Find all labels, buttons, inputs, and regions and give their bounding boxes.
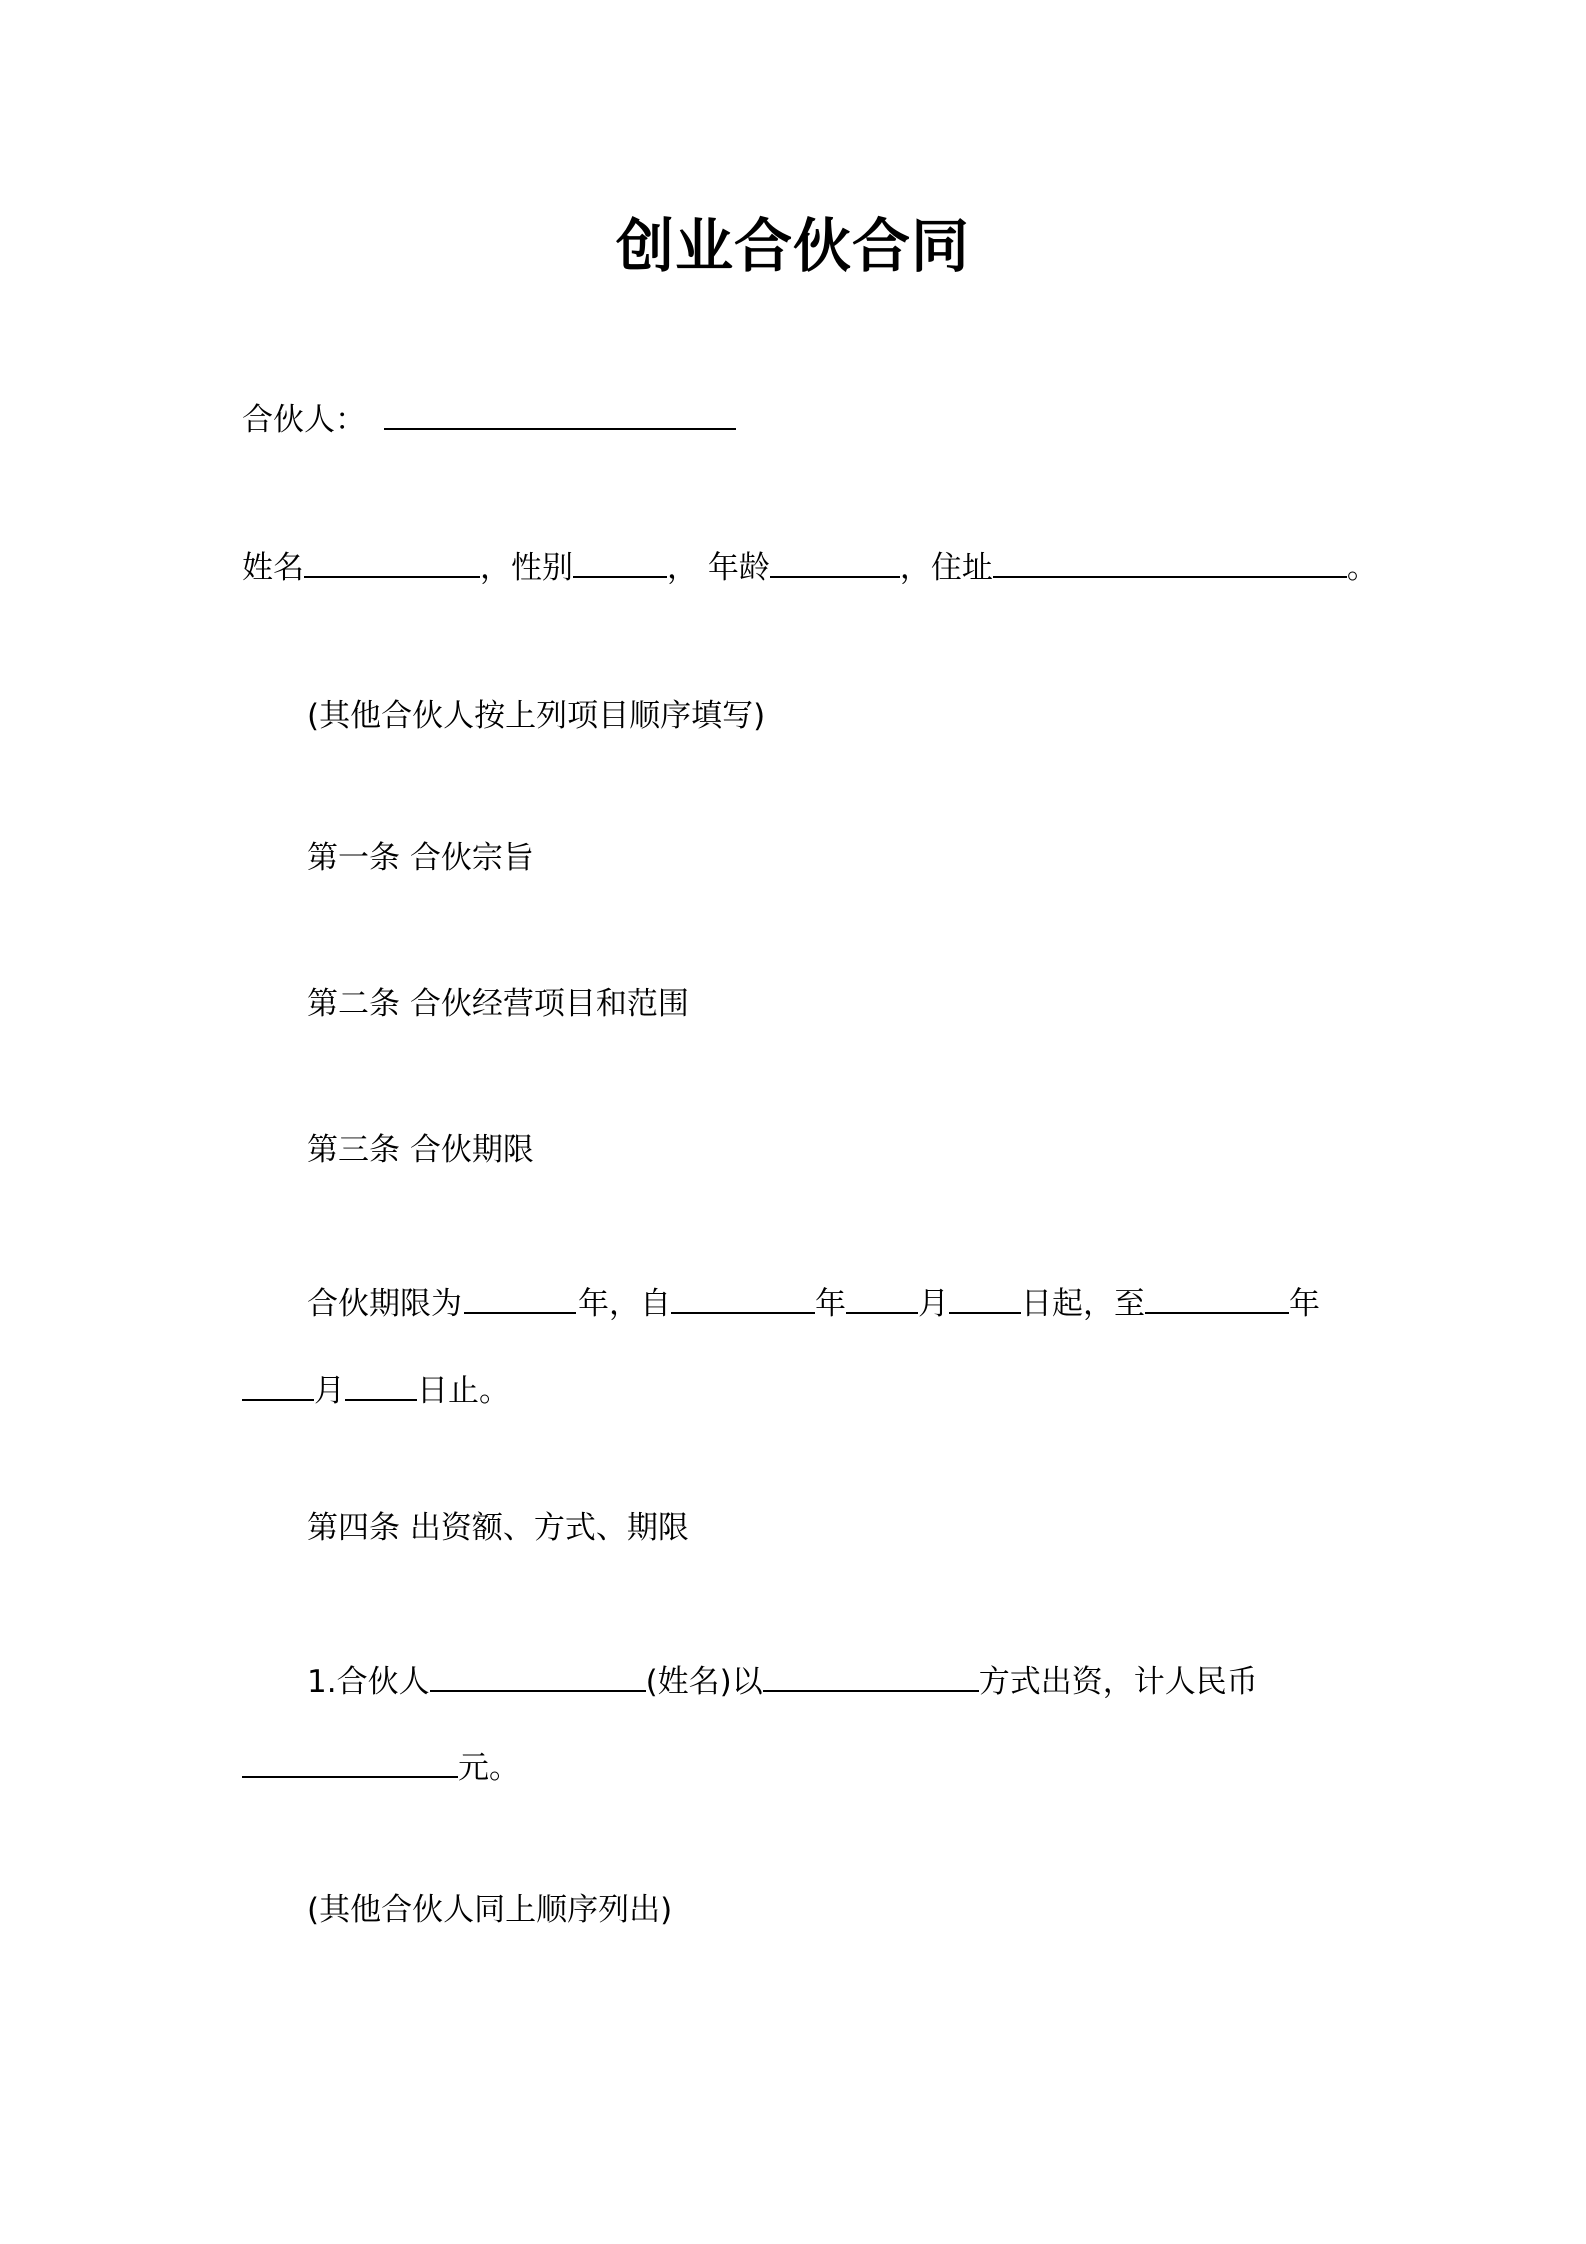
gender-blank[interactable] xyxy=(573,546,667,578)
article-1-heading: 第一条 合伙宗旨 xyxy=(307,840,534,876)
contribution-line-1 xyxy=(307,1660,1258,1702)
gender-label: ，性别 xyxy=(480,550,573,586)
end-year-blank[interactable] xyxy=(1145,1282,1289,1314)
term-text-b: 年，自 xyxy=(578,1286,671,1322)
age-blank[interactable] xyxy=(770,546,900,578)
start-month-blank[interactable] xyxy=(846,1282,918,1314)
term-text-c: 年 xyxy=(815,1286,846,1322)
note-other-partners-listed: (其他合伙人同上顺序列出) xyxy=(307,1892,673,1928)
contribution-method-blank[interactable] xyxy=(763,1660,979,1692)
term-text-d: 月 xyxy=(918,1286,949,1322)
partner-info-line xyxy=(242,546,1378,588)
end-month-blank[interactable] xyxy=(242,1369,314,1401)
info-line-end: 。 xyxy=(1346,550,1378,586)
age-label: ， 年龄 xyxy=(667,550,770,586)
contrib-text-c: 方式出资，计人民币 xyxy=(978,1664,1258,1700)
partner-name-blank[interactable] xyxy=(430,1660,646,1692)
partner-label: 合伙人： xyxy=(242,402,366,438)
start-day-blank[interactable] xyxy=(949,1282,1021,1314)
article-4-heading: 第四条 出资额、方式、期限 xyxy=(307,1510,689,1546)
address-label: ，住址 xyxy=(899,550,993,586)
name-label: 姓名 xyxy=(242,550,304,586)
term-text-f: 年 xyxy=(1289,1286,1320,1322)
end-day-blank[interactable] xyxy=(345,1369,417,1401)
contrib-text-d: 元。 xyxy=(458,1750,520,1786)
term-text-a: 合伙期限为 xyxy=(307,1286,462,1322)
contrib-text-b: (姓名)以 xyxy=(645,1664,763,1700)
address-blank[interactable] xyxy=(993,546,1347,578)
partner-line xyxy=(242,398,736,440)
article-2-heading: 第二条 合伙经营项目和范围 xyxy=(307,986,689,1022)
partner-blank[interactable] xyxy=(384,398,736,430)
term-years-blank[interactable] xyxy=(464,1282,576,1314)
contribution-line-2 xyxy=(242,1746,520,1788)
contrib-text-a: 1.合伙人 xyxy=(307,1664,430,1700)
term-line-1 xyxy=(307,1282,1320,1324)
term-text-h: 日止。 xyxy=(417,1373,510,1409)
note-other-partners: (其他合伙人按上列项目顺序填写) xyxy=(307,698,766,734)
term-text-e: 日起，至 xyxy=(1021,1286,1145,1322)
term-line-2 xyxy=(242,1369,510,1411)
start-year-blank[interactable] xyxy=(671,1282,815,1314)
article-3-heading: 第三条 合伙期限 xyxy=(307,1132,534,1168)
term-text-g: 月 xyxy=(314,1373,345,1409)
contribution-amount-blank[interactable] xyxy=(242,1746,458,1778)
name-blank[interactable] xyxy=(304,546,480,578)
document-title: 创业合伙合同 xyxy=(615,212,970,280)
